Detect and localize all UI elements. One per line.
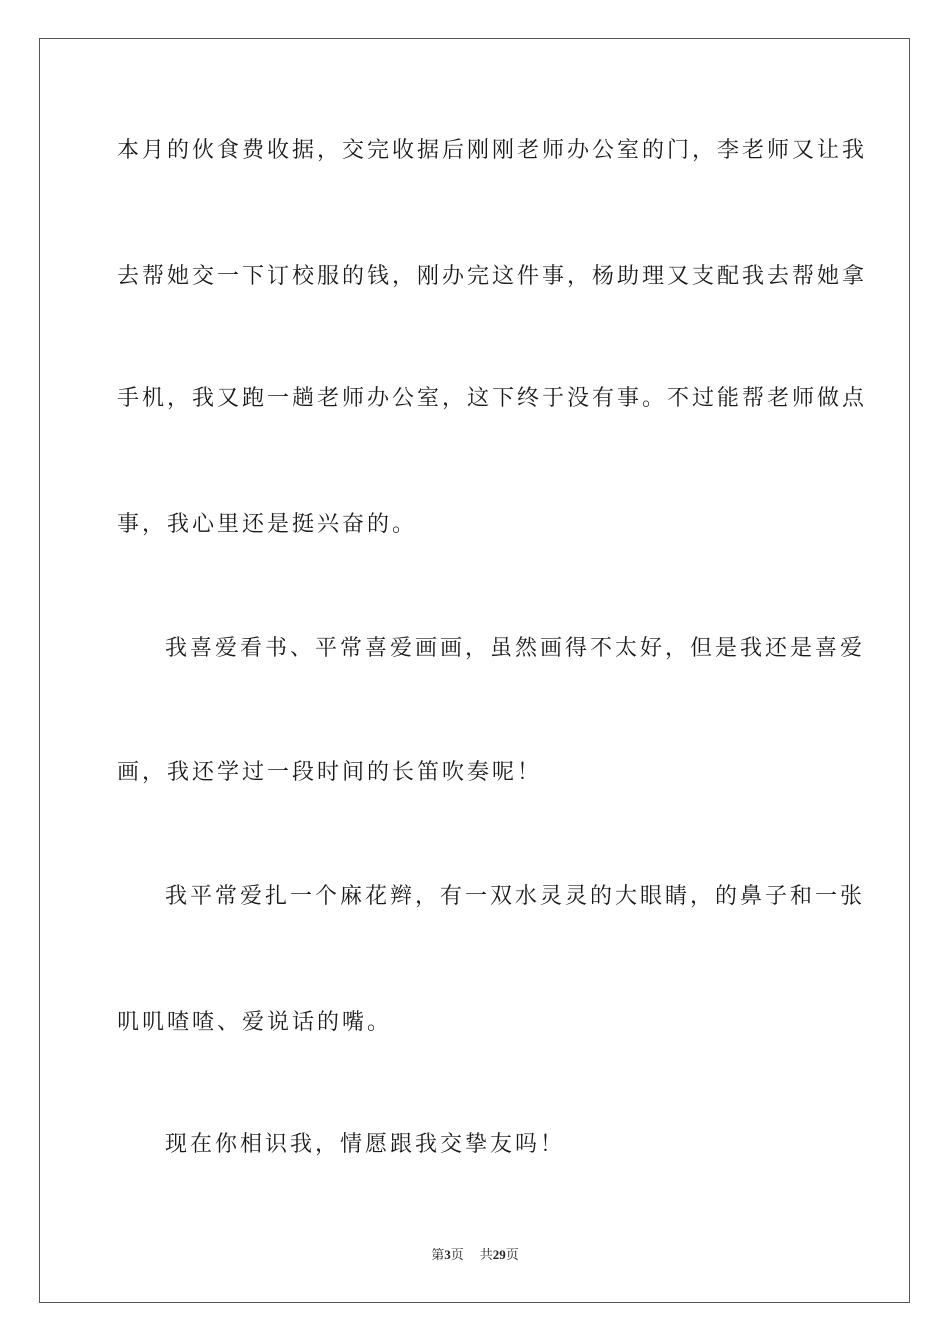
paragraph-2-line-2: 画，我还学过一段时间的长笛吹奏呢！ [117,760,543,785]
footer-page-number: 3 [444,1247,451,1262]
paragraph-4-line-1: 现在你相识我，情愿跟我交挚友吗！ [165,1132,566,1157]
paragraph-1-line-3: 手机，我又跑一趟老师办公室，这下终于没有事。不过能帮老师做点 [117,386,868,411]
footer-total-pages: 29 [492,1247,506,1262]
footer-page-suffix: 页 [450,1247,464,1262]
page-border [39,38,910,1303]
paragraph-3-line-1: 我平常爱扎一个麻花辫，有一双水灵灵的大眼睛，的鼻子和一张 [165,884,866,909]
paragraph-1-line-2: 去帮她交一下订校服的钱，刚办完这件事，杨助理又支配我去帮她拿 [117,264,868,289]
footer-page-prefix: 第 [431,1247,445,1262]
footer-total-suffix: 页 [505,1247,519,1262]
paragraph-3-line-2: 叽叽喳喳、爱说话的嘴。 [117,1010,393,1035]
footer-total-prefix: 共 [479,1247,493,1262]
paragraph-1-line-1: 本月的伙食费收据，交完收据后刚刚老师办公室的门，李老师又让我 [117,138,868,163]
paragraph-1-line-4: 事，我心里还是挺兴奋的。 [117,512,418,537]
page-footer [0,1246,950,1264]
paragraph-2-line-1: 我喜爱看书、平常喜爱画画，虽然画得不太好，但是我还是喜爱 [165,636,866,661]
